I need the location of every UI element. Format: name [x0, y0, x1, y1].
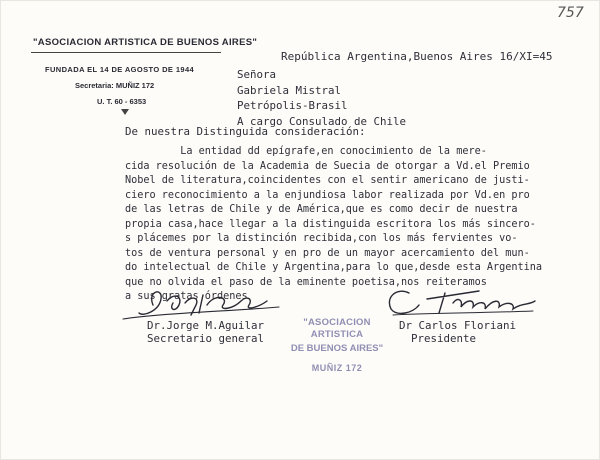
body-line: a sus gratas órdenes: [125, 291, 248, 302]
letterhead-organization: "ASOCIACION ARTISTICA DE BUENOS AIRES": [33, 37, 258, 48]
recipient-line: Gabriela Mistral: [237, 83, 342, 97]
body-line: La entidad dd epígrafe,en conocimiento de la mere-: [125, 146, 487, 157]
recipient-line: Petrópolis-Brasil: [237, 99, 348, 112]
recipient-line: A cargo Consulado de Chile: [237, 114, 407, 128]
letterhead-phone: U. T. 60 - 6353: [97, 97, 147, 106]
letterhead-mark-icon: [121, 109, 129, 115]
body-line: propia casa,hace llegar a la distinguida escritora los más sincero-: [125, 218, 536, 230]
stamp-line: MUÑIZ 172: [311, 363, 363, 373]
salutation: De nuestra Distinguida consideración:: [125, 125, 366, 138]
stamp-line: "ASOCIACION ARTISTICA: [303, 317, 371, 340]
body-line: de las letras de Chile y de América,que es como decir de nuestra: [125, 204, 518, 215]
signatory-left-name: Dr.Jorge M.Aguilar: [147, 319, 265, 332]
letterhead-founded: FUNDADA EL 14 DE AGOSTO DE 1944: [45, 65, 195, 74]
body-line: ciero reconocimiento a la enjundiosa labor realizada por Vd.en pro: [125, 189, 530, 201]
body-line: Nobel de literatura,coincidentes con el sentir americano de justi-: [125, 175, 530, 186]
signature-floriani: [383, 283, 543, 323]
signatory-right-name: Dr Carlos Floriani: [399, 319, 517, 332]
signatory-right-title: Presidente: [411, 332, 477, 345]
letterhead-rule: [31, 52, 221, 53]
archive-number: 757: [557, 5, 584, 21]
association-stamp: [279, 317, 395, 374]
body-line: tos de ventura personal y en pro de un mayor acercamiento del mun-: [125, 247, 530, 259]
letter-body: [125, 145, 542, 305]
letterhead-office: Secretaria: MUÑIZ 172: [75, 81, 155, 90]
body-line: que no olvida el paso de la eminente poetisa,nos reiteramos: [125, 276, 487, 288]
stamp-line: DE BUENOS AIRES": [290, 343, 384, 354]
signatory-left-title: Secretario general: [147, 332, 265, 345]
recipient-block: [237, 67, 406, 129]
body-line: s plácemes por la distinción recibida,con los más fervientes vo-: [125, 233, 518, 244]
place-date: República Argentina,Buenos Aires 16/XI=45: [281, 50, 553, 63]
body-line: do intelectual de Chile y Argentina,para lo que,desde esta Argentina: [125, 262, 543, 273]
body-line: cida resolución de la Academia de Suecia de otorgar a Vd.el Premio: [125, 160, 530, 172]
recipient-line: Señora: [237, 68, 277, 81]
